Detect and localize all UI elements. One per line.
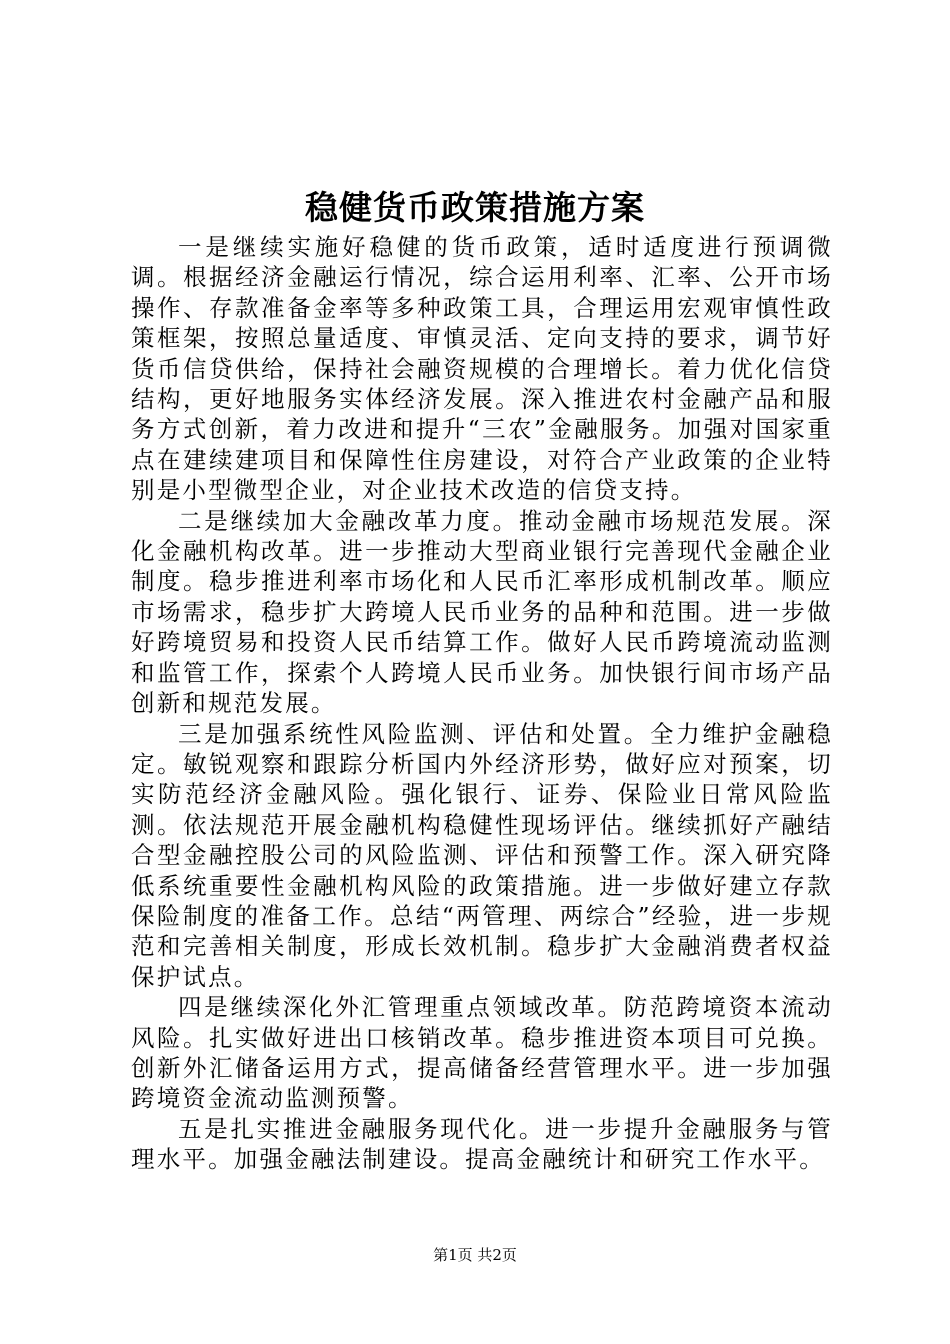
paragraph-2: 二是继续加大金融改革力度。推动金融市场规范发展。深化金融机构改革。进一步推动大型商业银行完善现代金融企业制度。稳步推进利率市场化和人民币汇率形成机制改革。顺应市场需求，稳步扩大跨境人民币业务的品种和范围。进一步做好跨境贸易和投资人民币结算工作。做好人民币跨境流动监测和监管工作，探索个人跨境人民币业务。加快银行间市场产品创新和规范发展。	[131, 506, 833, 718]
document-body	[131, 232, 833, 1175]
document-title: 稳健货币政策措施方案	[305, 188, 645, 227]
paragraph-1: 一是继续实施好稳健的货币政策，适时适度进行预调微调。根据经济金融运行情况，综合运用利率、汇率、公开市场操作、存款准备金率等多种政策工具，合理运用宏观审慎性政策框架，按照总量适度、审慎灵活、定向支持的要求，调节好货币信贷供给，保持社会融资规模的合理增长。着力优化信贷结构，更好地服务实体经济发展。深入推进农村金融产品和服务方式创新，着力改进和提升“三农”金融服务。加强对国家重点在建续建项目和保障性住房建设，对符合产业政策的企业特别是小型微型企业，对企业技术改造的信贷支持。	[131, 233, 833, 505]
page-number-footer: 第1页 共2页	[433, 1246, 517, 1264]
paragraph-4: 四是继续深化外汇管理重点领域改革。防范跨境资本流动风险。扎实做好进出口核销改革。稳步推进资本项目可兑换。创新外汇储备运用方式，提高储备经营管理水平。进一步加强跨境资金流动监测预警。	[131, 993, 833, 1113]
paragraph-5: 五是扎实推进金融服务现代化。进一步提升金融服务与管理水平。加强金融法制建设。提高金融统计和研究工作水平。	[131, 1114, 833, 1174]
paragraph-3: 三是加强系统性风险监测、评估和处置。全力维护金融稳定。敏锐观察和跟踪分析国内外经济形势，做好应对预案，切实防范经济金融风险。强化银行、证券、保险业日常风险监测。依法规范开展金融机构稳健性现场评估。继续抓好产融结合型金融控股公司的风险监测、评估和预警工作。深入研究降低系统重要性金融机构风险的政策措施。进一步做好建立存款保险制度的准备工作。总结“两管理、两综合”经验，进一步规范和完善相关制度，形成长效机制。稳步扩大金融消费者权益保护试点。	[131, 719, 833, 991]
